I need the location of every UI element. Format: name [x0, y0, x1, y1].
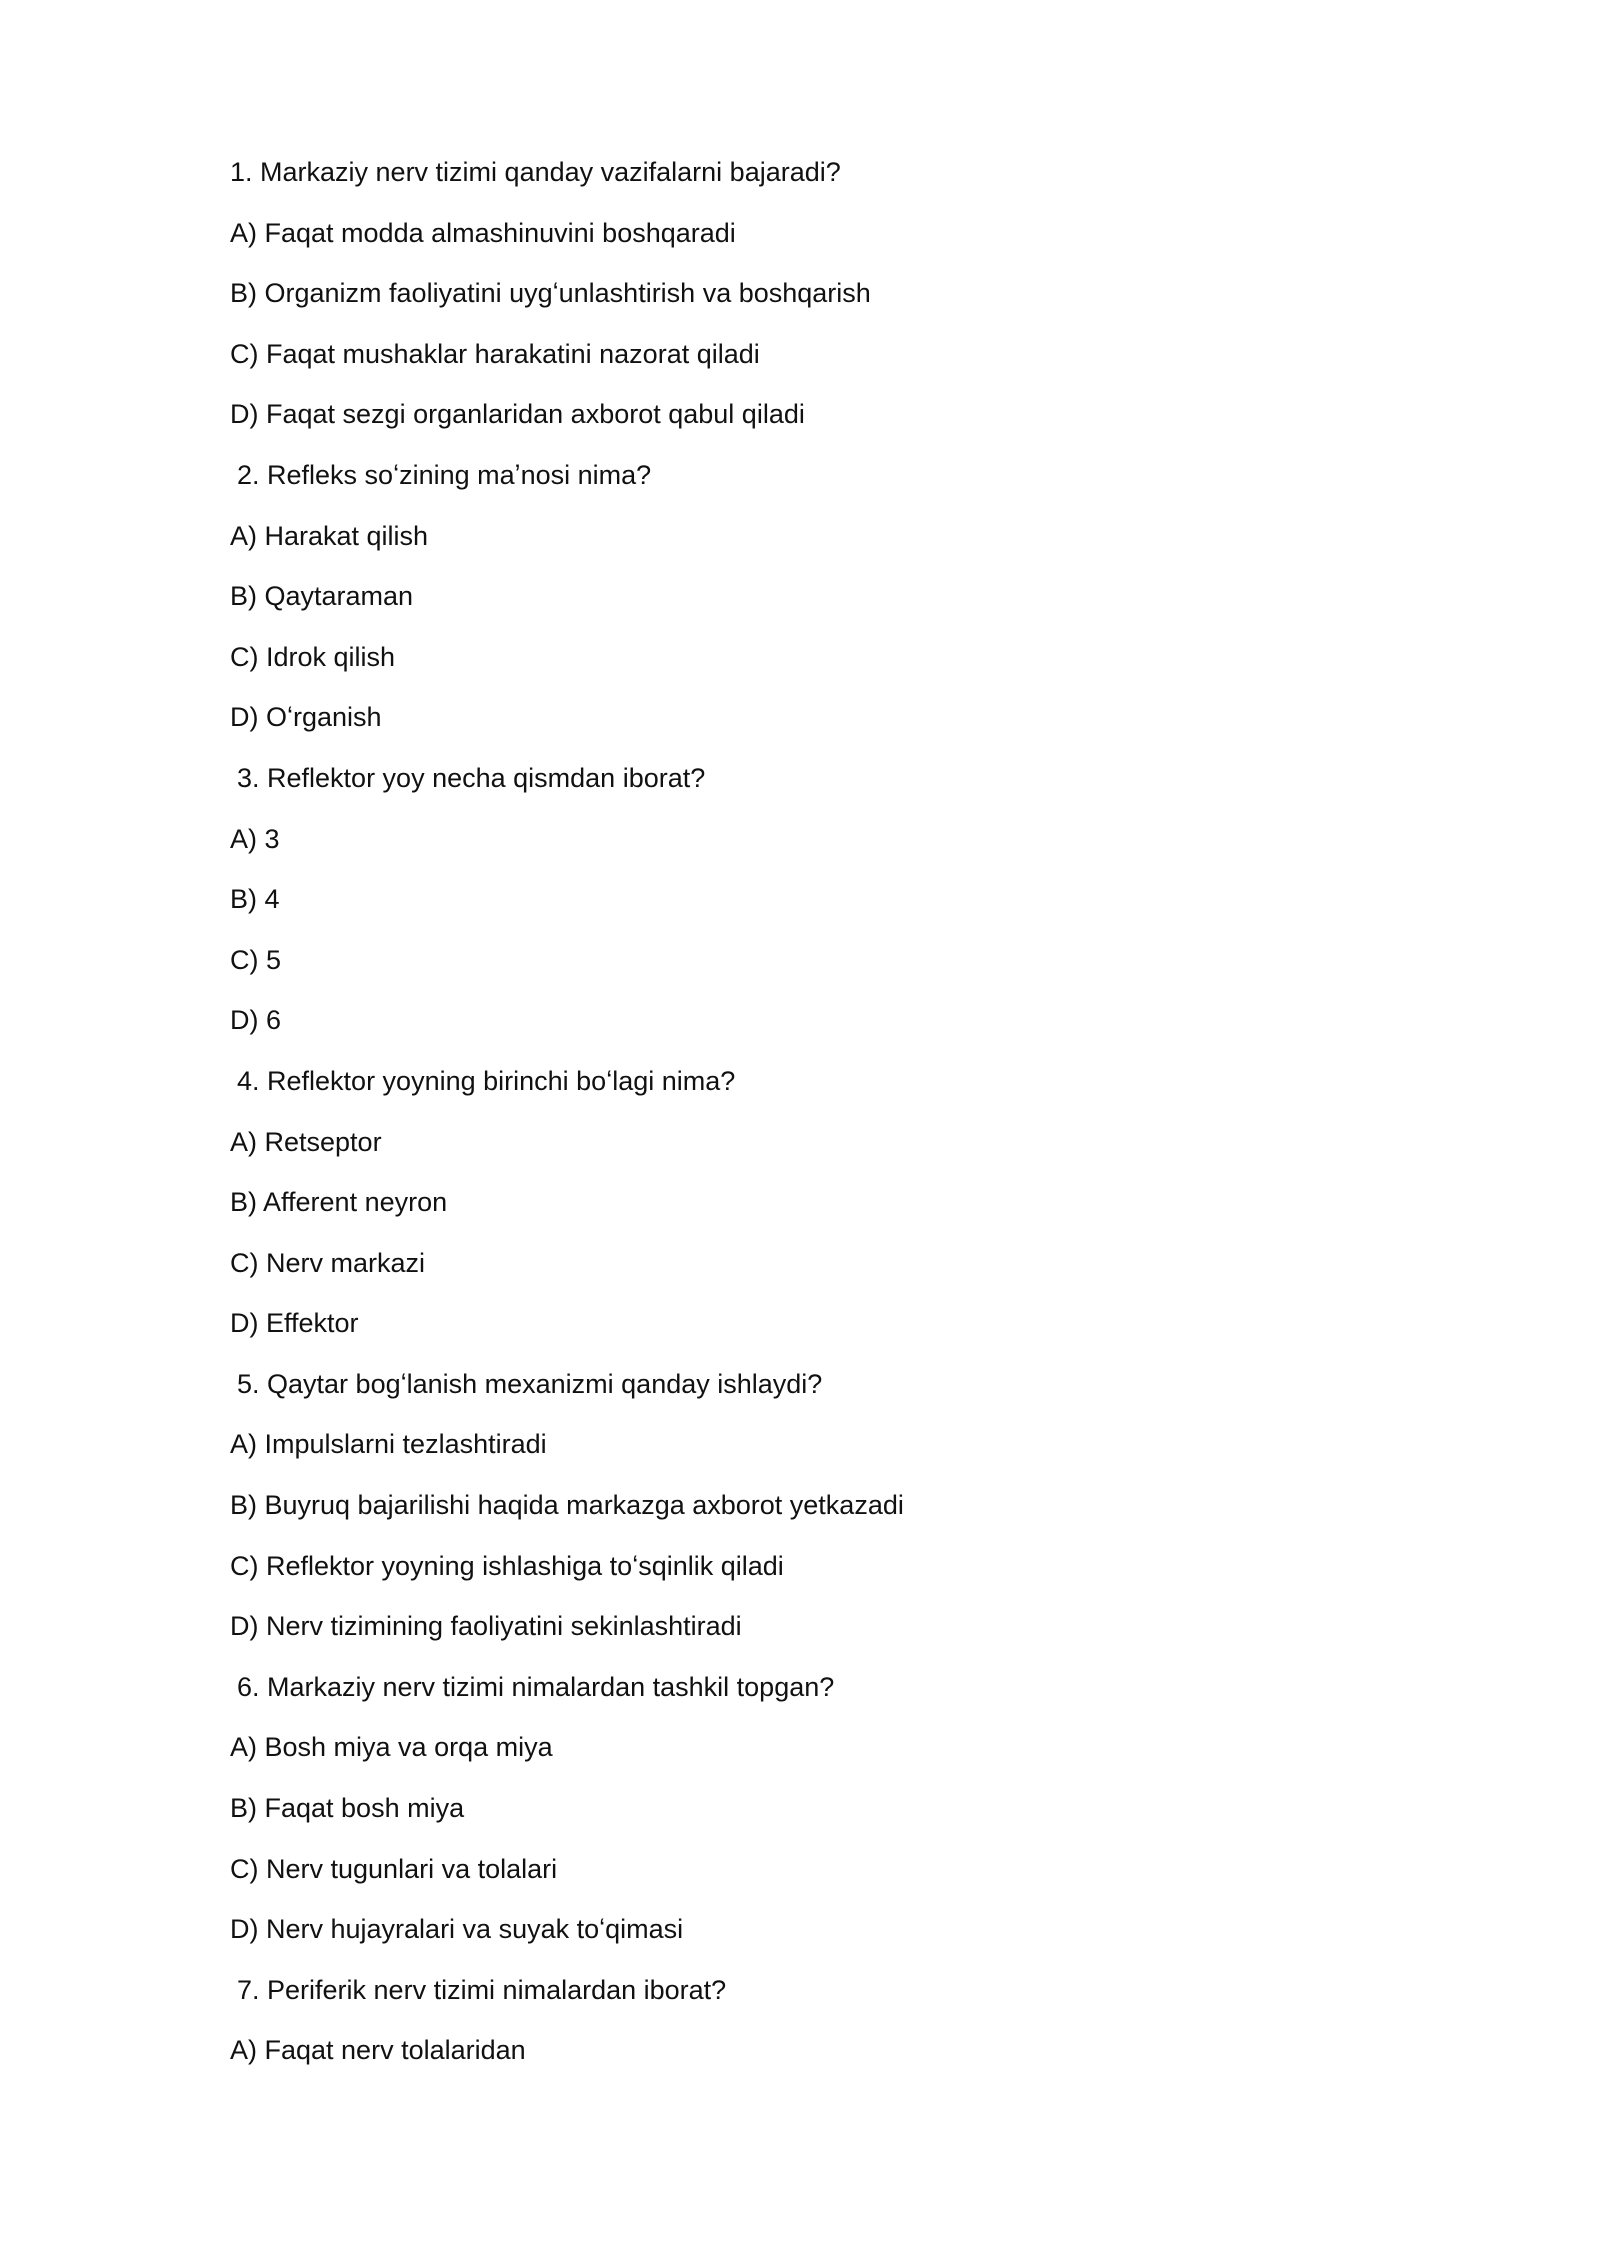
question-3: 3. Reflektor yoy necha qismdan iborat?	[237, 762, 706, 793]
option-2c: C) Idrok qilish	[230, 641, 396, 672]
option-3c: C) 5	[230, 944, 282, 975]
question-2: 2. Refleks soʻzining maʼnosi nima?	[237, 459, 652, 490]
question-1: 1. Markaziy nerv tizimi qanday vazifalarni bajaradi?	[230, 157, 841, 187]
option-3a: A) 3	[230, 823, 280, 854]
option-3b: B) 4	[230, 884, 280, 915]
option-2b: B) Qaytaraman	[230, 581, 414, 612]
option-5d: D) Nerv tizimining faoliyatini sekinlashtiradi	[230, 1611, 742, 1642]
option-4b: B) Afferent neyron	[230, 1187, 448, 1218]
option-6b: B) Faqat bosh miya	[230, 1793, 465, 1824]
option-3d: D) 6	[230, 1005, 282, 1036]
option-5c: C) Reflektor yoyning ishlashiga toʻsqinlik qiladi	[230, 1550, 784, 1581]
quiz-content	[230, 152, 1430, 2091]
question-6: 6. Markaziy nerv tizimi nimalardan tashkil topgan?	[237, 1671, 835, 1702]
option-7a: A) Faqat nerv tolalaridan	[230, 2035, 526, 2066]
option-6c: C) Nerv tugunlari va tolalari	[230, 1853, 558, 1884]
option-1a: A) Faqat modda almashinuvini boshqaradi	[230, 217, 736, 248]
option-5b: B) Buyruq bajarilishi haqida markazga axborot yetkazadi	[230, 1490, 904, 1521]
question-5: 5. Qaytar bogʻlanish mexanizmi qanday ishlaydi?	[237, 1368, 823, 1399]
option-5a: A) Impulslarni tezlashtiradi	[230, 1429, 547, 1460]
option-1b: B) Organizm faoliyatini uygʻunlashtirish va boshqarish	[230, 278, 871, 309]
question-4: 4. Reflektor yoyning birinchi boʻlagi nima?	[237, 1065, 736, 1096]
option-6d: D) Nerv hujayralari va suyak toʻqimasi	[230, 1914, 684, 1945]
option-2a: A) Harakat qilish	[230, 520, 429, 551]
option-1d: D) Faqat sezgi organlaridan axborot qabul qiladi	[230, 399, 805, 430]
option-6a: A) Bosh miya va orqa miya	[230, 1732, 553, 1763]
option-2d: D) Oʻrganish	[230, 702, 382, 733]
option-4c: C) Nerv markazi	[230, 1247, 426, 1278]
option-4a: A) Retseptor	[230, 1126, 382, 1157]
option-4d: D) Effektor	[230, 1308, 359, 1339]
question-7: 7. Periferik nerv tizimi nimalardan iborat?	[237, 1974, 727, 2005]
option-1c: C) Faqat mushaklar harakatini nazorat qiladi	[230, 338, 760, 369]
